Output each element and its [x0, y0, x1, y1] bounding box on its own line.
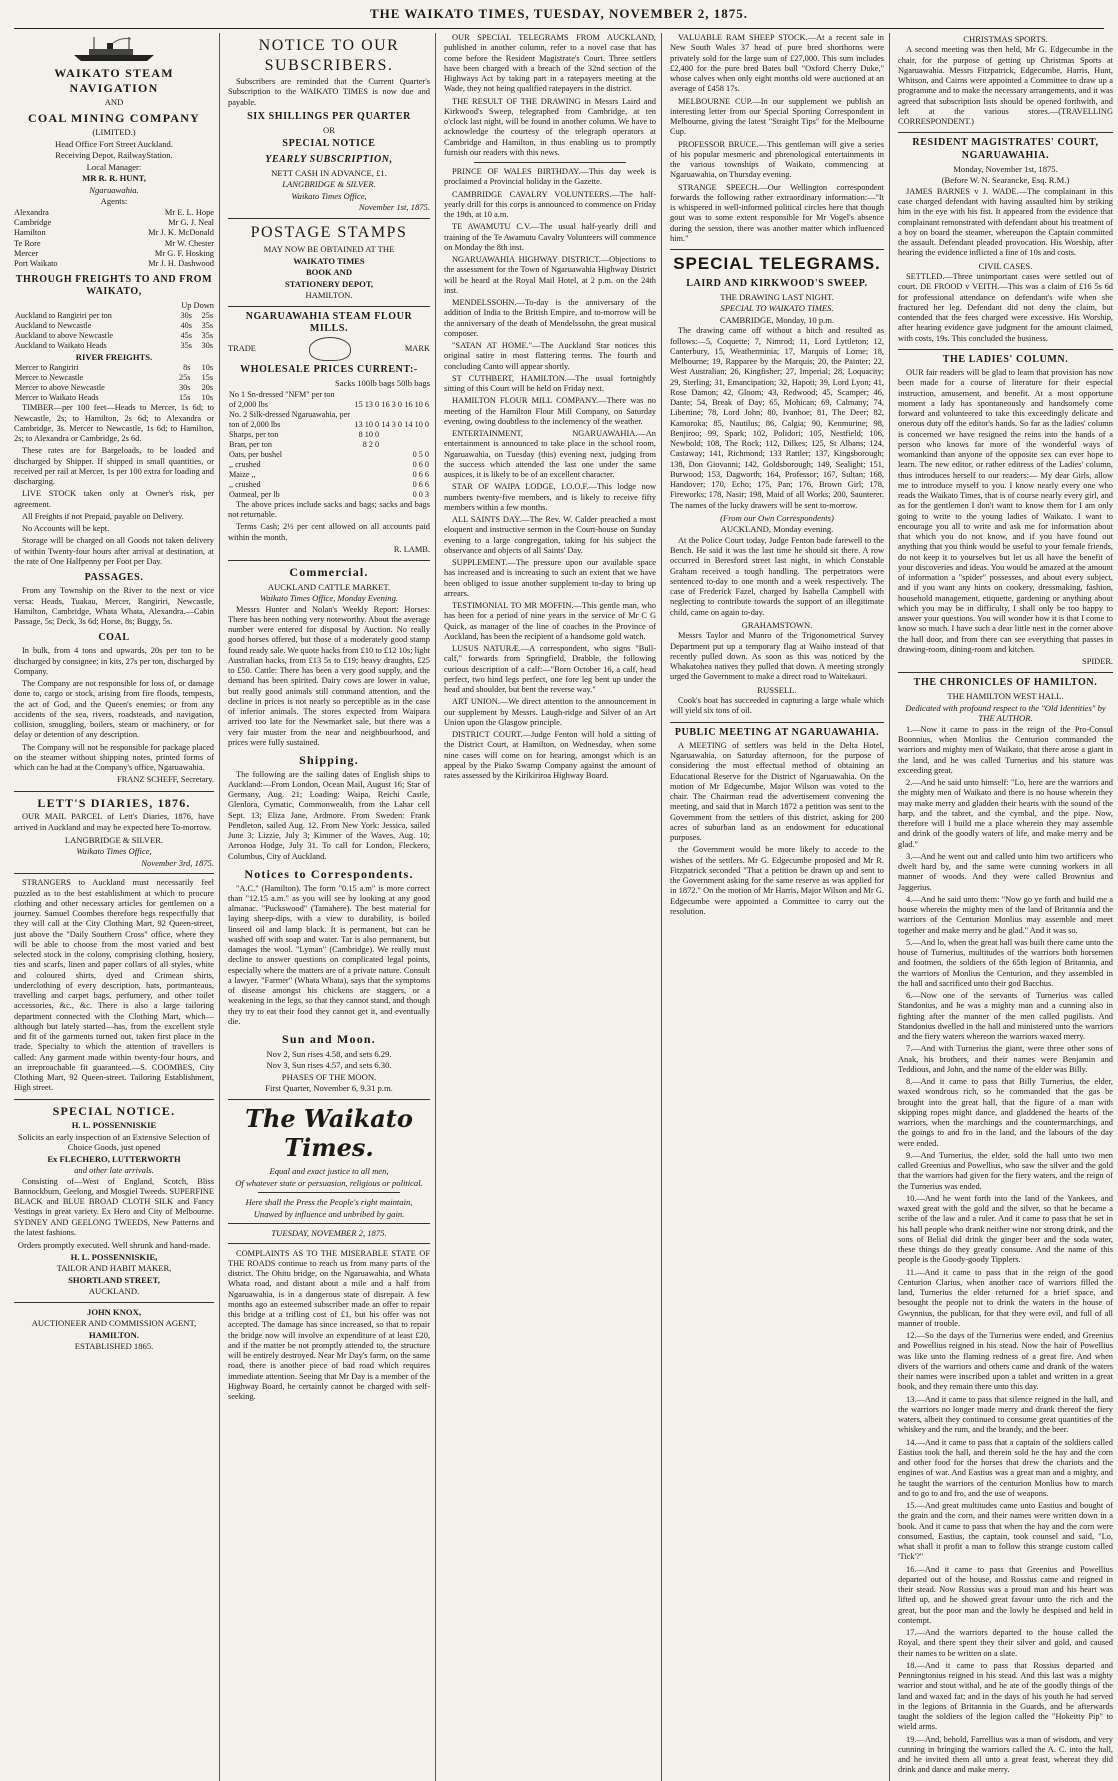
timber-rates: TIMBER—per 100 feet—Heads to Mercer, 1s 6d; to Newcastle, 2s; to Hamilton, 2s 6d; to Alexandra or Cambridge, 3s. Mercer to Newcastle, 1s 6d; to Hamilton, 2s; to Alexandra or Cambridge, 2s 6d.	[14, 403, 214, 444]
ex-ships: Ex FLECHERO, LUTTERWORTH	[47, 1153, 181, 1164]
column-3	[444, 33, 662, 1781]
subscribers-date: November 1st, 1875.	[358, 202, 430, 213]
sun-rise-1: Nov 2, Sun rises 4.58, and sets 6.29.	[266, 1048, 392, 1059]
divider	[670, 249, 884, 250]
auckland-dateline: AUCKLAND, Monday evening.	[720, 524, 834, 535]
christmas-title: CHRISTMAS SPORTS.	[963, 34, 1048, 44]
mills-sign: R. LAMB.	[393, 544, 430, 554]
steamship-icon	[69, 35, 159, 63]
river-freights-table	[14, 363, 214, 403]
orders-text: Orders promptly executed. Well shrunk and hand-made.	[17, 1240, 211, 1251]
table-row: Bran, per ton 8 2 0	[229, 439, 380, 449]
divider	[14, 873, 214, 874]
divider	[898, 349, 1113, 350]
news-lusus: LUSUS NATURÆ.—A correspondent, who signs "Bull-calf," forwards from Springfield, Drabble, the following curious description of a calf:—"Born October 16, a calf, head perfect, two hind legs perfect, one fore leg bent up under the head and shoulder, but bent the reverse way."	[444, 644, 656, 694]
letts-text: OUR MAIL PARCEL of Lett's Diaries, 1876, have arrived in Auckland and may be expected here To-morrow.	[14, 812, 214, 832]
own-correspondents: (From our Own Correspondents)	[720, 512, 834, 523]
rm-court-section	[898, 137, 1113, 343]
news-court: DISTRICT COURT.—Judge Fenton will hold a sitting of the District Court, at Hamilton, on Wednesday, when some nine cases will come on for hearing, amongst which is an appeal by the Piako Swamp Company against the amount of rates assessed by the Kirikiriroa Highway Board.	[444, 730, 656, 780]
coal-text: In bulk, from 4 tons and upwards, 20s per ton to be discharged by consignee; in kits, 27s per ton, discharged by Company.	[14, 646, 214, 676]
stamps-text: MAY NOW BE OBTAINED AT THE	[263, 244, 395, 255]
verse: 2.—And he said unto himself: "Lo, here are the warriors and the mighty men of Waikato and there is no house wherein they may make merry and gladden their hearts with the sound of the harp, and the tabret, and the cymbal, and the pipe. Now, therefore will I build me a place wherein they may assemble and drink of the goodly waters of life, and make merry and be glad."	[898, 778, 1113, 849]
nameplate-title: The Waikato Times.	[245, 1103, 413, 1162]
news-bruce: PROFESSOR BRUCE.—This gentleman will give a series of his popular mesmeric and phrenological entertainments in the various townships of Waikato, commencing at Ngaruawahia, on Thursday evening.	[670, 139, 884, 180]
or-label: OR	[323, 124, 335, 135]
flour-prices-table	[228, 390, 430, 450]
telegrams-sub: LAIRD AND KIRKWOOD'S SWEEP.	[686, 277, 868, 289]
table-row: Mercer to Waikato Heads 15s 10s	[15, 393, 213, 403]
rm-court-text: JAMES BARNES v J. WADE.—The complainant in this case charged defendant with having assaulted him by striking him in the eye with his fist. It appeared from the evidence that complainant remonstrated with defendant about his treatment of a boy on board the steamer, whereupon the Captain committed the assault. Defendant pleaded provocation. His Worship, after hearing the evidence inflicted a fine of 10s and costs.	[898, 186, 1113, 258]
table-row: of 2,000 lbs 15 13 0 16 3 0 16 10 6	[229, 399, 429, 409]
news-valuable: VALUABLE RAM SHEEP STOCK.—At a recent sale in New South Wales 37 head of pure bred shorthorns were privately sold for the large sum of £27,000. This sum includes £2,400 for the pure bred Bates bull "Oxford Cherry Duke," whose calves when only eight months old were auctioned at an average of £458 17s.	[670, 33, 884, 94]
commercial-sub: AUCKLAND CATTLE MARKET.	[267, 581, 391, 592]
verse: 3.—And he went out and called unto him two artificers who dwelt hard by, and the same were cunning workers in all manner of woods. And they were called Brownius and Jaggerius.	[898, 851, 1113, 892]
steam-title: WAIKATO STEAM NAVIGATION	[54, 66, 174, 95]
local-news	[444, 33, 656, 781]
meeting-text: A MEETING of settlers was held in the Delta Hotel, Ngaruawahia, on Saturday afternoon, for the purpose of considering the most effectual method of obtaining an Educational Reserve for the District of Ngaruawahia. On the motion of Mr Edgecumbe, Major Wilson was voted to the chair. The Chairman read the advertisement convening the meeting, and said that in March 1872 a petition was sent to the Government from the settlers of this district, asking for 200 acres of suburban land as an endowment for educational purposes.	[670, 740, 884, 842]
agent-row: Te Rore Mr W. Chester	[14, 238, 214, 248]
table-row: Sharps, per ton 8 10 0	[229, 429, 380, 439]
news-continued	[670, 33, 884, 244]
editorial-text: COMPLAINTS AS TO THE MISERABLE STATE OF THE ROADS continue to reach us from many parts of the district. The Ohitu bridge, on the Ngaruawahia, and Whata Whata road, and distant about a mile and a half from Ngaruawahia, is in a dangerous state of disrepair. A few months ago an esteemed subscriber made an offer to repair this bridge at a trifling cost of £1, but his offer was not accepted. The damage has since increased, so that to repair the bridge now will involve an expenditure of at least £20, and if the matter be not promptly attended to, the structure will be entirely destroyed. Near Mr Day's farm, on the same road, there is another piece of bad road which requires immediate attention. Seeing that Mr Day is a member of the Highway Board, he certainly cannot be charged with self-seeking.	[228, 1248, 430, 1402]
verse: 11.—And it came to pass that in the reign of the good Centurion Clarius, when another race of warriors filled the land, Turnerius the elder returned for a brief space, and besought the people not to drink the waters in the house of Gwynnius, the publican, for that they were evil, and full of all manner of trouble.	[898, 1267, 1113, 1328]
verse: 8.—And it came to pass that Billy Turnerius, the elder, waxed wondrous rich, so he commanded that the gas be brought into the great hall, that the figure of a man with skipping ropes might dance, and gladdened the hearts of the warriors, when the marchings and the countermarchings, and the goings to and fro in the land, and the labours of the day were ended.	[898, 1077, 1113, 1148]
special-notice-heading: SPECIAL NOTICE	[282, 138, 376, 150]
motto-3: Here shall the Press the People's right maintain,	[245, 1197, 413, 1208]
strangers-ad	[14, 878, 214, 1093]
civil-cases-text: SETTLED.—Three unimportant cases were settled out of court. DE FROOD v VEITH.—This was a claim of £16 5s 6d for professional attendance on defendant's wife when she fractured her leg. Defendant did not deny the claim, but contended that the fees charged were excessive. His Worship, after hearing evidence gave judgment for the amount claimed, with costs, 19s. This concluded the business.	[898, 272, 1113, 343]
table-row: ,, crushed 0 6 0	[229, 459, 429, 469]
news-highway: NGARUAWAHIA HIGHWAY DISTRICT.—Objections to the assessment for the Town of Ngaruawahia Highway District will be heard at the Royal Mail Hotel, at 2 p.m. on the 24th inst.	[444, 255, 656, 295]
telegrams-dateline: CAMBRIDGE, Monday, 10 p.m.	[719, 314, 835, 325]
table-row: Maize ,, 0 6 6	[229, 469, 429, 479]
shipping-title: Shipping.	[299, 753, 359, 768]
column-2	[228, 33, 436, 1781]
chronicles-dedication: Dedicated with profound respect to the "Old Identities" by THE AUTHOR.	[905, 702, 1106, 724]
manager-name: MR R. R. HUNT,	[82, 173, 146, 184]
shipping-text: The following are the sailing dates of English ships to Auckland:—From London, Ocean Mail, August 16; Star of Germany, Aug. 21; Loading: Waipa, Reichi Castle, Glenlora, Cymatic, Commonwealth, from the Lahar cell Sept. 13; Eliza Jane, Ardmore. From Sweden: Frank Pendleton, sailed Aug. 12. From New York: Jessica, sailed June 3; Lizzie, July 3; Kimmer of the Waves, Aug. 10; Arronoa Hodge, July 31. To call for London, Fleckero, Columbus, City of Auckland.	[228, 769, 430, 861]
news-all-saints: ALL SAINTS DAY.—The Rev. W. Calder preached a most eloquent and instructive sermon in the Court-house on Sunday evening to a large congregation, taking for his subject the observance and objects of all Saints' Day.	[444, 515, 656, 555]
table-row: ,, crushed 0 6 6	[229, 479, 429, 489]
sun-moon-section	[228, 1032, 430, 1094]
leakage-text: The Company will not be responsible for package placed on the steamer without shipping notes, printed forms of which can be had at the Company's office, Ngaruawahia.	[14, 742, 214, 773]
postage-stamps-ad	[228, 223, 430, 301]
divider	[228, 1223, 430, 1224]
strangers-text: STRANGERS to Auckland must necessarily feel puzzled as to the best establishment at which to procure clothing and other necessary articles for gentlemen on a journey. Samuel Coombes therefore begs respectfully that they will call at the City Clothing Mart, 92 Queen-street, just above the "Daily Southern Cross" office, where they will be able to choose from the most varied and best selected stock in the colony, comprising clothing, hosiery, ties and scarfs, linen and paper collars of all styles, white and coloured shirts, dyed and Crimean shirts, underclothing of every description, hats, portmanteaus, travelling and carpet bags, perfumery, and other toilet accessories, &c., &c. There is also a large tailoring department connected with the Clothing Mart, which—although but lately started—has, from the excellent style and fit of the garments turned out, taken first place in the trade. Specialty to which the attention of travellers is called: Any garment made within twenty-four hours, and an irreproachable fit guaranteed.—S. COOMBES, City Clothing Mart, 92 Queen-street. Tailoring Establishment, High street.	[14, 878, 214, 1093]
sun-rise-2: Nov 3, Sun rises 4.57, and sets 6.30.	[266, 1060, 392, 1071]
rm-court-before: (Before W. N. Searancke, Esq. R.M.)	[941, 175, 1070, 186]
chronicles-section	[898, 677, 1113, 1775]
issue-date: TUESDAY, NOVEMBER 2, 1875.	[271, 1228, 387, 1239]
subscribers-office: Waikato Times Office,	[291, 190, 367, 201]
shipping-section	[228, 753, 430, 862]
subscribers-text: Subscribers are reminded that the Current Quarter's Subscription to the WAIKATO TIMES is now due and payable.	[228, 77, 430, 107]
news-lead: OUR SPECIAL TELEGRAMS FROM AUCKLAND, published in another column, refer to a novel case that has come before the Resident Magistrate's Court. Three settlers have been charged with a breach of the 32nd section of the Highways Act by taking part in a ratepayers meeting at the Wade, they not being qualified ratepayers in the district.	[444, 33, 656, 94]
verse: 14.—And it came to pass that a captain of the soldiers called Eastius took the hall, and therein sold he the hay and the corn and other food for the horses that drew the chariots and the engines of war. And Eastius was a great man and a mighty, and he taught the warriors of the centurion Monlius how to march and to go to and fro, and the use of weapons.	[898, 1437, 1113, 1498]
verse: 15.—And great multitudes came unto Eastius and bought of the grain and the corn, and their names were written down in a book. And it came to pass that when the hay and the corn were consumed, Eastius, the captain, took counsel and said, "Lo, what shall it profit a man to follow this strange custom called 'Tick'?"	[898, 1501, 1113, 1562]
verse: 13.—And it came to pass that silence reigned in the hall, and the warriors no longer made merry and drank thereof the fiery waters, albeit they continued to consume great quantities of the whiskey and the rum, and the brandy, and the beer.	[898, 1394, 1113, 1435]
knox-place: HAMILTON.	[89, 1329, 139, 1340]
phases-title: PHASES OF THE MOON.	[281, 1071, 377, 1082]
special-text: Solicits an early inspection of an Extensive Selection of Choice Goods, just opened	[18, 1131, 210, 1153]
knox-ad	[14, 1307, 214, 1352]
trade-mark-emblem-icon	[309, 337, 351, 361]
motto-4: Unawed by influence and unbribed by gain.	[253, 1208, 405, 1219]
verse: 16.—And it came to pass that Greenius and Powellius departed out of the house, and Rossius came and reigned in their stead. Now Rossius was a proud man and his heart was lifted up, and he showed great favour unto the rich and the great, but the poor man and the lowly he despised and held in contempt.	[898, 1564, 1113, 1625]
ladies-sign: SPIDER.	[1082, 657, 1113, 666]
meeting-title: PUBLIC MEETING AT NGARUAWAHIA.	[674, 726, 880, 738]
head-office: Head Office Fort Street Auckland.	[55, 138, 173, 149]
prepaid-note: All Freights if not Prepaid, payable on Delivery.	[22, 511, 184, 521]
receiving-depot: Receiving Depot, RailwayStation.	[55, 150, 173, 161]
table-row: Auckland to Newcastle 40s 35s	[15, 320, 213, 330]
ladies-title: THE LADIES' COLUMN.	[942, 353, 1069, 365]
divider	[228, 560, 430, 561]
verse: 6.—Now one of the servants of Turnerius was called Standonius, and he was a mighty man and a cunning also in fighting after the manner of the men called pugilists. And Standonius dwelled in the hall and ministered unto the warriors and the fiery waters whereon the warriors waxed merry.	[898, 991, 1113, 1042]
verse: 17.—And the warriors departed to the house called the Royal, and there spent they their silver and gold, and caused their names to be written on a slate.	[898, 1628, 1113, 1658]
possenniskie-name: H. L. POSSENNISKIE	[71, 1120, 157, 1131]
agent-row: Mercer Mr G. F. Hosking	[14, 248, 214, 258]
limited: (LIMITED.)	[92, 127, 136, 138]
coal-heading: COAL	[98, 632, 130, 644]
special-notice-ad	[14, 1104, 214, 1297]
police-court-text: At the Police Court today, Judge Fenton bade farewell to the Bench. He said it was the last time he should sit there. A row occurred in Beresford street last night, in which Constable Graham received a tough handling. The perpetrators were sentenced to-day to one month and a week respectively. The case of Frederick Fazel, charged by Isabella Campbell with neglecting to contribute towards the support of an illegitimate child, came on again to-day.	[670, 535, 884, 617]
divider	[228, 1099, 430, 1100]
trade: TAILOR AND HABIT MAKER,	[56, 1263, 172, 1274]
news-speech: STRANGE SPEECH.—Our Wellington correspondent forwards the following rather extraordinary information:—"It is whispered in well-informed political circles here that though gout was to some extent responsible for Mr Vogel's absence during the session, there was another matter which influenced him."	[670, 182, 884, 243]
divider	[670, 722, 884, 723]
steam-navigation-ad	[14, 35, 214, 269]
news-st-cuthbert: ST CUTHBERT, HAMILTON.—The usual fortnightly sitting of this Court will be held on Friday next.	[444, 373, 656, 393]
consisting-text: Consisting of—West of England, Scotch, Bliss Bannockburn, Geelong, and Mosgiel Tweeds. SUPERFINE BLACK and BLUE BROAD CLOTH SILK and Fancy Vestings in great variety. Ex Hero and City of Melbourne. SYDNEY AND GEELONG TWEEDS, New Patterns and the latest fashions.	[14, 1176, 214, 1237]
christmas-text: A second meeting was then held, Mr G. Edgecumbe in the chair, for the purpose of getting up Christmas Sports at Ngaruawahia. Messrs Fitzpatrick, Edgecumbe, Harris, Hunt, Whitson, and Cairns were appointed a Committee to draw up a programme and to make the necessary arrangements, and it was agreed that subscription lists should be opened forthwith, and left at the various stores.—(TRAVELLING CORRESPONDENT.)	[898, 45, 1113, 127]
meeting-continued: the Government would be more likely to accede to the wishes of the settlers. Mr G. Edgecumbe proposed and Mr R. Fitzpatrick seconded "That a petition be drawn up and sent to the Government asking for the same reserve as was applied for in 1872." On the motion of Mr Harris, Major Wilson and Mr G. Edgecumbe were appointed a Committee to carry out the resolution.	[670, 845, 884, 916]
agents-label: Agents:	[100, 196, 128, 207]
news-awamutu: TE AWAMUTU C.V.—The usual half-yearly drill and training of the Te Awamutu Cavalry Volunteers will commence on Monday the 8th inst.	[444, 222, 656, 252]
letts-date: November 3rd, 1875.	[141, 857, 214, 868]
storage-note: Storage will be charged on all Goods not taken delivery of within Twenty-four hours after arrival at destination, at the rate of One Halfpenny per Foot per Day.	[14, 536, 214, 566]
wholesale-prices: WHOLESALE PRICES CURRENT:-	[240, 364, 418, 376]
liability-text: The Company are not responsible for loss of, or damage done to, cargo or stock, arising from fire floods, tempests, the act of God, and the Queen's enemies; or from any accidents of the sea, rivers, roadsteads, and navigation, collision, smuggling, boilers, steam or machinery, or for delay or detention of any description.	[14, 679, 214, 740]
flour-mills-ad	[228, 311, 430, 555]
verse: 10.—And he went forth into the land of the Yankees, and waxed great with the gold and the silver, so that he became a scribe of the law and a ruler. And it came to pass that he set in his hall people who drank neither wine nor strong drink, and the sons of Belial did drink the ginger beer and the soda water, these things do they greatly consume. And the name of this people is the Goody-goody Tipplers.	[898, 1193, 1113, 1265]
letts-diaries-ad	[14, 796, 214, 869]
possenniskie-name-2: H. L. POSSENNISKIE,	[70, 1251, 158, 1262]
freights-section	[14, 274, 214, 567]
sacks-header: Sacks 100lb bags 50lb bags	[334, 378, 430, 389]
telegrams-text: The drawing came off without a hitch and resulted as follows:—5, Coquette; 7, Nimrod; 11, Lord Lyttleton; 12, Canterbury, 15, Weatherminia; 17, Marquis of Lorne; 18, Melbourne; 19, Rapparee by the Marquis; 20, the Painter; 22, West Australian; 26, Kingfisher; 27, Imperial; 28, Loquacity; 29, Sterling; 31, Emancipation; 32, Hapoti; 39, Lord Lyon; 41, Rose Damon; 42, Gloom; 43, Redwood; 45, Scamper; 46, Dante; 54, Break of Day; 65, Mohican; 69, Calmany; 74, Libertine; 78, Lord John; 80, Ivanhoe; 81, The Deer; 82, Kamoroka; 85, Nautilus; 86, Calgia; 90, Kenmurine; 98, Benjiroo; 99, Spark; 102, Polidori; 105, Nestfield; 106, Newbold; 108, The Rock; 112, Dilkes; 125, St Albans; 124, Castaway; 141, Richmond; 133 Rattler; 137, Kingsborough; 138, Don Giovanni; 142, Goldsborough; 149, Sealight; 151, Burwood; 153, Dagworth; 164, Professor; 167, Sultan; 168, Handover; 170, Echo; 175, Pan; 176, Brown Girl; 178, Fireworks; 178, Nasir; 198, Maid of all Works; 200, Saunterer. The names of the lucky drawers will be sent to-morrow.	[670, 326, 884, 510]
commercial-text: Messrs Hunter and Nolan's Weekly Report: Horses: There has been nothing very noteworthy. About the average number were entered for disposal by Auction. No really good horses offered, but those of a moderately good stamp found ready sale. We quote hacks from £10 to £12 10s; light Australian hacks, from £13 5s to £19; heavy draughts, £25 to £50. Cattle: There has been a very good supply, and the demand has been spirited. Dairy cows are lower in value, but really good animals still command attention, and the decline in prices is not nearly so perceptible as in the case of inferior animals. The stores expected from Waipara arrived too late for the Newmarket sale, but there was a very fair muster from the near and neighbourhood, and prices were fully sustained.	[228, 604, 430, 747]
column-1	[14, 33, 220, 1781]
city: AUCKLAND.	[88, 1286, 140, 1297]
motto-1: Equal and exact justice to all men,	[269, 1166, 389, 1177]
editorial	[228, 1249, 430, 1403]
grahamstown-dateline: GRAHAMSTOWN.	[741, 619, 813, 630]
grahamstown-text: Messrs Taylor and Munro of the Trigonometrical Survey Department put up a temporary flag at Waiho instead of that recently pulled down. As soon as this was noticed by the Whakatohea natives they pulled that down. A meeting strongly urged the Government to make a direct road to Waitekauri.	[670, 631, 884, 682]
knox-est: ESTABLISHED 1865.	[74, 1340, 154, 1351]
coal-title: COAL MINING COMPANY	[28, 110, 200, 125]
masthead-title: THE WAIKATO TIMES, TUESDAY, NOVEMBER 2, 1875.	[369, 6, 749, 21]
agent-row: Alexandra Mr E. L. Hope	[14, 207, 214, 217]
letts-sign: LANGBRIDGE & SILVER.	[64, 834, 164, 845]
table-row: No. 2 Silk-dressed Ngaruawahia, per	[229, 409, 350, 419]
knox-name: JOHN KNOX,	[87, 1306, 141, 1317]
freights-title: THROUGH FREIGHTS TO AND FROM WAIKATO,	[15, 274, 213, 298]
letts-title: LETT'S DIARIES, 1876.	[37, 795, 191, 810]
table-row: Oatmeal, per lb 0 0 3	[229, 489, 429, 499]
special-telegrams-section	[670, 254, 884, 717]
christmas-sports	[898, 34, 1113, 127]
public-meeting-section	[670, 727, 884, 917]
ladies-column	[898, 354, 1113, 667]
divider	[228, 306, 430, 307]
divider	[228, 1243, 430, 1244]
news-mendelssohn: MENDELSSOHN.—To-day is the anniversary of the addition of India to the British Empire, and to-morrow will be the anniversary of the death of Mendelssohn, the great musical composer.	[444, 298, 656, 338]
coal-section	[14, 632, 214, 785]
news-testimonial: TESTIMONIAL TO MR MOFFIN.—This gentle man, who has been for a period of nine years in the service of Mr C G Quick, as manager of the line of coaches in the Province of Auckland, has been the recipient of a handsome gold watch.	[444, 601, 656, 641]
letts-office: Waikato Times Office,	[76, 846, 152, 857]
table-row: Mercer to Newcastle 25s 15s	[15, 373, 213, 383]
telegrams-sub-2: THE DRAWING LAST NIGHT.	[720, 291, 834, 302]
telegrams-special: SPECIAL TO WAIKATO TIMES.	[720, 303, 834, 314]
news-satan: "SATAN AT HOME."—The Auckland Star notices this original satire in most flattering terms. The fourth and concluding Canto will appear shortly.	[444, 341, 656, 371]
verse: 1.—Now it came to pass in the reign of the Pro-Consul Boonnius, when Monlius the Centurion commanded the warriors and mighty men of Waikato, that there arose a giant in the land, and he was called Turnerius and his stature was exceeding great.	[898, 724, 1113, 775]
commercial-section	[228, 565, 430, 748]
knox-trade: AUCTIONEER AND COMMISSION AGENT,	[31, 1318, 197, 1329]
civil-cases-title: CIVIL CASES.	[978, 260, 1033, 271]
steam-and: AND	[104, 97, 124, 108]
stamps-place: WAIKATO TIMES	[293, 255, 365, 266]
passages-section	[14, 572, 214, 627]
phase: First Quarter, November 6, 9.31 p.m.	[265, 1083, 393, 1094]
subscribers-title: NOTICE TO OUR SUBSCRIBERS.	[258, 37, 400, 74]
freights-table	[14, 311, 214, 351]
russell-dateline: RUSSELL.	[757, 684, 797, 695]
passages-text: From any Township on the River to the next or vice versa: Heads, Tuakau, Mercer, Rangiriri, Newcastle, Hamilton, Cambridge, Whata Whata, Alexandra.—Cabin Passage, 5s; Deck, 3s 6d; Horse, 8s; Buggy, 5s.	[14, 586, 214, 627]
manager-place: Ngaruawahia.	[89, 184, 139, 195]
stamps-depot-2: STATIONERY DEPOT,	[284, 278, 374, 289]
rate-notes: These rates are for Bargeloads, to be loaded and discharged by Shipper. If shipped in small quantities, or received per rail at Mercer, 1s per 100 extra for loading and discharging.	[14, 446, 214, 487]
river-freights-title: RIVER FREIGHTS.	[75, 351, 153, 362]
passages-title: PASSAGES.	[84, 572, 144, 584]
stamps-depot: BOOK AND	[305, 267, 353, 278]
news-supplement: SUPPLEMENT.—The pressure upon our available space has increased and is increasing to such an extent that we have been obliged to issue another supplement to-day to bring up arrears.	[444, 558, 656, 598]
divider	[258, 1192, 400, 1193]
table-row: Mercer to Rangiriri 8s 10s	[15, 363, 213, 373]
agent-row: Port Waikato Mr J. H. Dashwood	[14, 259, 214, 268]
live-stock-note: LIVE STOCK taken only at Owner's risk, per agreement.	[14, 489, 214, 509]
column-4	[670, 33, 890, 1781]
agent-row: Cambridge Mr G. J. Neal	[14, 218, 214, 227]
local-manager-label: Local Manager:	[86, 161, 142, 172]
agent-row: Hamilton Mr J. K. McDonald	[14, 228, 214, 238]
agents-list	[14, 208, 214, 270]
divider	[228, 218, 430, 219]
telegrams-title: SPECIAL TELEGRAMS.	[673, 254, 881, 273]
commercial-office: Waikato Times Office, Monday Evening.	[259, 593, 399, 604]
divider	[898, 132, 1113, 133]
news-entertainment: ENTERTAINMENT, NGARUAWAHIA.—An entertainment is announced to take place in the school room, Ngaruawahia, on Tuesday (this) evening next, judging from the success which attended the last one under the same auspices, it is likely to be of an excellent character.	[444, 429, 656, 479]
rm-court-title: RESIDENT MAGISTRATES' COURT, NGARUAWAHIA.	[912, 137, 1099, 161]
divider	[474, 162, 626, 163]
street: SHORTLAND STREET,	[68, 1274, 160, 1285]
verse: 18.—And it came to pass that Rossius departed and Penningtonius reigned in his stead. And this last was a mighty warrior and stout withal, and he ate of the goodly things of the land and waxed fat; and in the days of his youth he had served in the legions of Britannia in the Guards, and he afterwards taught the soldiers of the legion called the "Hokeitty Pip" to wield arms.	[898, 1660, 1113, 1732]
news-melbourne-cup: MELBOURNE CUP.—In our supplement we publish an interesting letter from our Special Sporting Correspondent in Melbourne, giving the latest "Straight Tips" for the Melbourne Cup.	[670, 96, 884, 137]
divider	[14, 791, 214, 792]
verse: 7.—And with Turnerius the giant, were three other sons of Anak, his brothers, and their names were Benjamin and Teddious, and John, and the name of the elder was Billy.	[898, 1044, 1113, 1074]
news-art-union: ART UNION.—We direct attention to the announcement in our supplement by Messrs. Laugh-ridge and Silver of an Art Union upon the Glasgow principle.	[444, 697, 656, 727]
commercial-title: Commercial.	[289, 565, 369, 579]
nett-cash: NETT CASH IN ADVANCE, £1.	[271, 167, 387, 178]
chronicles-title: THE CHRONICLES OF HAMILTON.	[913, 677, 1098, 689]
mills-terms: Terms Cash; 2½ per cent allowed on all accounts paid within the month.	[228, 522, 430, 542]
columns	[14, 33, 1113, 1775]
stamps-town: HAMILTON.	[305, 290, 353, 301]
verse: 12.—So the days of the Turnerius were ended, and Greenius and Powellius reigned in his stead. Now the hair of Powellius was like unto the flaming redness of a great fire. And when divers of the warriors and others came and drank of the waters their names were inscribed upon a tablet and written in a great book, and they remain there unto this day.	[898, 1331, 1113, 1392]
grain-prices-table	[228, 450, 430, 500]
subscribers-notice	[228, 36, 430, 213]
six-shillings: SIX SHILLINGS PER QUARTER	[247, 110, 411, 122]
trade-mark	[228, 337, 430, 361]
news-star: STAR OF WAIPA LODGE, I.O.O.F.—This lodge now numbers twenty-five members, and is likely to receive fifty members within a few months.	[444, 482, 656, 512]
table-row: Auckland to above Newcastle 45s 35s	[15, 330, 213, 340]
verse: 9.—And Turnerius, the elder, sold the hall unto two men called Greenius and Powellius, who saw the silver and the gold that the warriors had given for the fiery waters, and the reign of the Turnerius was ended.	[898, 1150, 1113, 1191]
divider	[14, 1302, 214, 1303]
table-row: ton of 2,000 lbs 13 10 0 14 3 0 14 10 0	[229, 419, 429, 429]
ladies-text: OUR fair readers will be glad to learn that provision has now been made for a course of literature for their especial instruction, amusement, and benefit. At a most opportune moment a lady has spontaneously and handsomely come forward and volunteered to take this exceedingly delicate and onerous duty off the editor's hands. So far as the ladies' column is concerned we have resigned the reins into the hands of a person who knows far more of the wonderful ways of womankind than anyone of the opposite sex can ever hope to learn. The new editor, or rather editress of the Ladies' column, thus introduces herself to our readers:— My dear Girls, allow me to introduce myself to you. I know nearly every one who reads the Waikato Times, that is of course nearly every girl, and as for the gentlemen I don't want to know them for I am only going to write to the young ladies of Waikato. I want to encourage you all to write and ask me for information about that which you do not know, and if you have found out anything that you think would be useful to your female friends, do not keep it to yourselves but let us all have the benefit of your discoveries and ideas. You would be amazed at the amount of information a "spider" possesses, and about every subject, and if you want any hints on cookery, dressmaking, fashion, household management, etiquette, gardening or anything about which you may be in difficulty, I shall only be too happy to answer your questions. You will wonder how it is that I come to know so much. I have such a dear little nest in the corner above the hall door, and from there can see everything that passes in drawing-room, dining-room and kitchen.	[898, 368, 1113, 654]
table-row: No 1 Sn-dressed "NFM" per ton	[229, 389, 335, 399]
verse: 4.—And he said unto them: "Now go ye forth and build me a house wherein the mighty men of the land of Britannia and the warriors of the Centurion Monlius may assemble and meet together and make merry and be glad." And it was so.	[898, 894, 1113, 935]
mills-note: The above prices include sacks and bags; sacks and bags not returnable.	[228, 499, 430, 519]
correspondents-title: Notices to Correspondents.	[244, 866, 414, 881]
divider	[898, 672, 1113, 673]
updown-header: Up Down	[181, 300, 214, 310]
chronicles-sub: THE HAMILTON WEST HALL.	[947, 691, 1064, 702]
correspondents-section	[228, 867, 430, 1027]
yearly-subscription: YEARLY SUBSCRIPTION,	[265, 153, 393, 165]
masthead	[14, 6, 1104, 29]
news-flour: HAMILTON FLOUR MILL COMPANY.—There was no meeting of the Hamilton Flour Mill Company, on Saturday evening, owing doubtless to the inclemency of the weather.	[444, 396, 656, 426]
table-row: Oats, per bushel 0 5 0	[229, 449, 429, 459]
news-prince: PRINCE OF WALES BIRTHDAY.—This day week is proclaimed a Provincial holiday in the Gazette.	[444, 167, 656, 187]
sun-title: Sun and Moon.	[282, 1032, 376, 1047]
secretary-sign: FRANZ SCHEFF, Secretary.	[117, 775, 214, 785]
mills-title: NGARUAWAHIA STEAM FLOUR MILLS.	[245, 310, 413, 334]
verse: 5.—And lo, when the great hall was built there came unto the house of Turnerius, multitudes of the warriors both horsemen and footmen, the soldiers of the 65th legion of Britannia, and the warriors of Monlius the Centurion, and they assembled in the hall and sacrificed unto their god Bacchus.	[898, 937, 1113, 988]
russell-text: Cook's boat has succeeded in capturing a large whale which will yield six tons of oil.	[670, 696, 884, 716]
news-drawing: THE RESULT OF THE DRAWING in Messrs Laird and Kirkwood's Sweep, telegraphed from Cambridge, at ten o'clock last night, will be found in another column. We have to acknowledge the courtesy of the telegraph operators at Cambridge and Hamilton, in thus enabling us to promptly furnish our readers with this news.	[444, 96, 656, 157]
column-5	[898, 33, 1118, 1781]
stamps-title: POSTAGE STAMPS	[250, 223, 408, 241]
accounts-note: No Accounts will be kept.	[22, 524, 110, 534]
rm-court-date: Monday, November 1st, 1875.	[953, 163, 1058, 174]
divider	[14, 1099, 214, 1100]
news-volunteers: CAMBRIDGE CAVALRY VOLUNTEERS.—The half-yearly drill for this corps is announced to commence on Friday the 19th, at 10 a.m.	[444, 189, 656, 219]
correspondents-text: "A.C." (Hamilton). The form "0.15 a.m" is more correct than "12.15 a.m." as you will see by looking at any good almanac. "Puckswood" (Tamahere). The best material for laying sheep-dips, with a view to durability, is boiled linseed oil and lamp black. It is permanent, but can be washed off with soap and water. Tar is also permanent, but damages the wool. "Lyman" (Cambridge). We really must decline to answer questions on complicated legal points, especially where the matters are of a private nature. Consult a lawyer. "Farmer" (Whata Whata), says that the symptoms of disease amongst his chickens are staggers, or a weakening in the legs, so that they cannot stand, and though they try to eat their food they cannot get it, and eventually die.	[228, 883, 430, 1026]
table-row: Mercer to above Newcastle 30s 20s	[15, 383, 213, 393]
subscribers-sign: LANGBRIDGE & SILVER.	[282, 179, 376, 190]
special-notice-title: SPECIAL NOTICE.	[52, 1103, 176, 1118]
motto-2: Of whatever state or persuasion, religious or political.	[235, 1177, 423, 1188]
table-row: Auckland to Waikato Heads 35s 30s	[15, 340, 213, 350]
trade-label: TRADE	[228, 343, 256, 353]
table-row: Auckland to Rangiriri per ton 30s 25s	[15, 310, 213, 320]
ex-sub: and other late arrivals.	[74, 1165, 154, 1176]
nameplate	[228, 1104, 430, 1244]
verse: 19.—And, behold, Farrellius was a man of wisdom, and very cunning in bringing the warriors called the A. C. into the hall, and he invited them all unto a great feast, whereat they did drink and dance and make merry.	[898, 1734, 1113, 1775]
mark-label: MARK	[404, 343, 430, 353]
